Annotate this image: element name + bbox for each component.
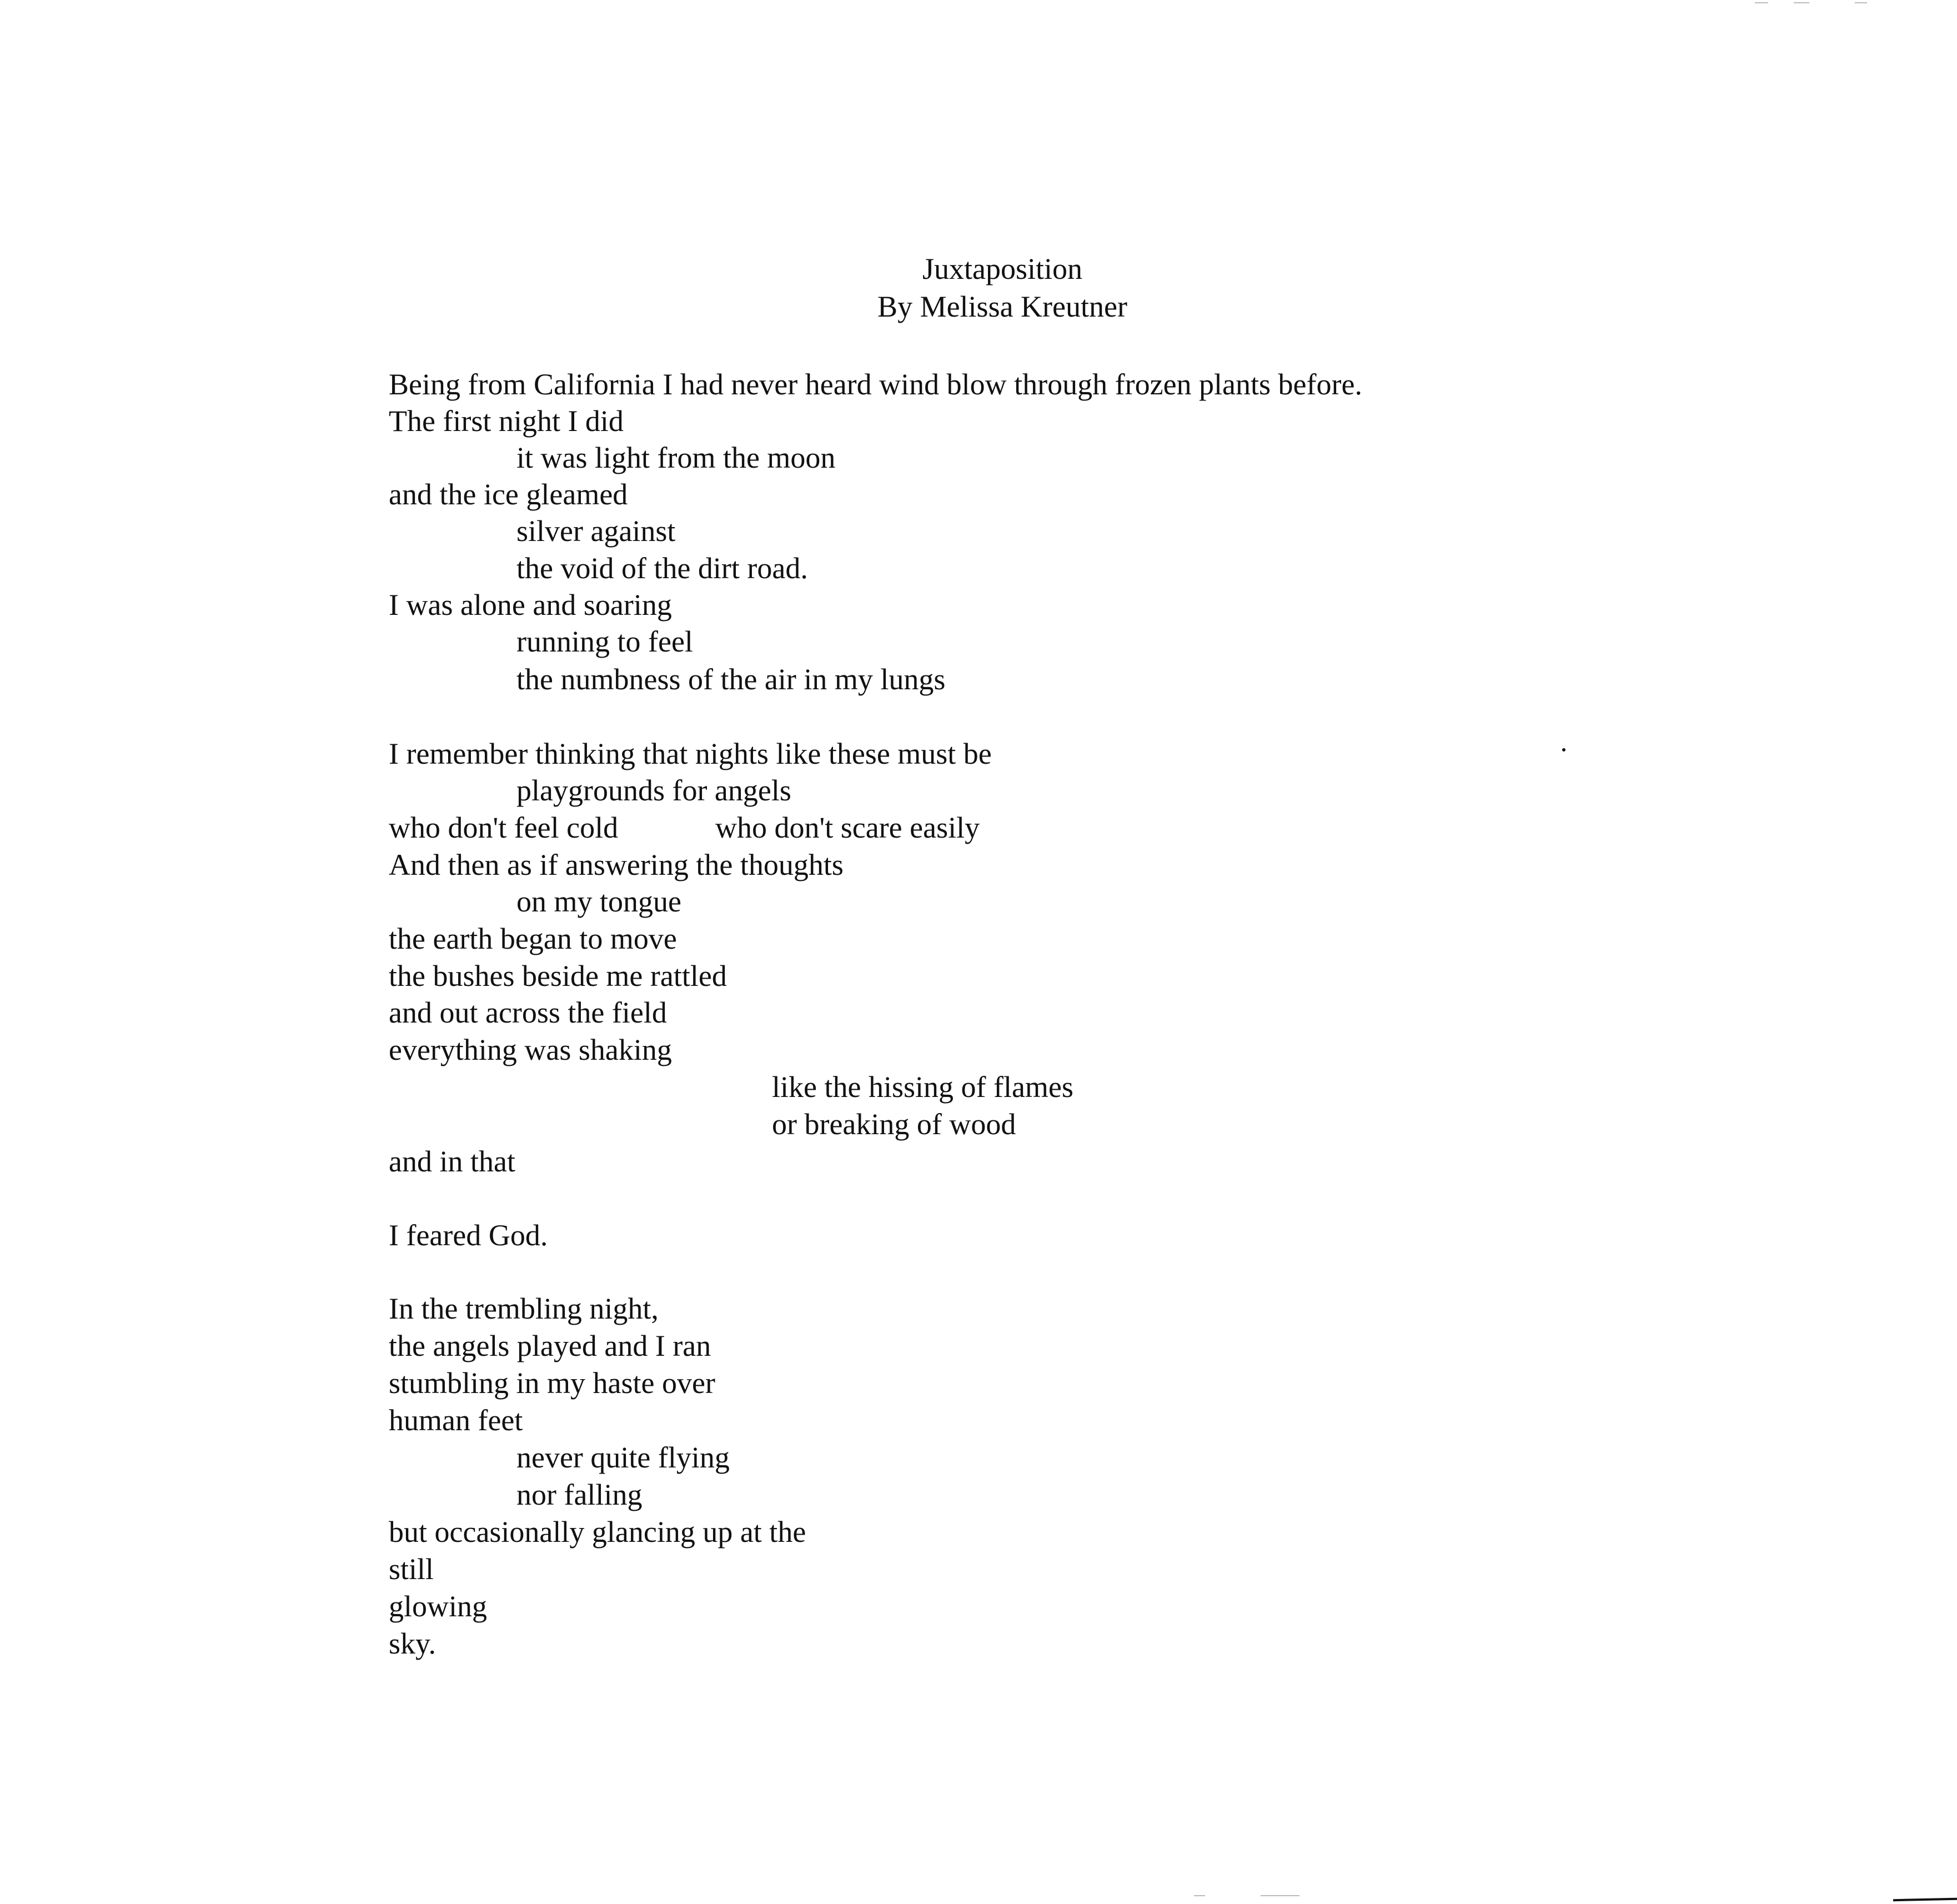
poem-line: the numbness of the air in my lungs [516, 663, 946, 696]
poem-line: like the hissing of flames [772, 1070, 1073, 1104]
poem-line: And then as if answering the thoughts [389, 848, 844, 881]
poem-line: I was alone and soaring [389, 588, 672, 622]
poem-line: nor falling [516, 1478, 643, 1511]
poem-line: Being from California I had never heard wind blow through frozen plants before. [389, 368, 1362, 401]
poem-line: and out across the field [389, 996, 667, 1029]
scan-edge-mark [1794, 2, 1809, 3]
poem-line: who don't feel cold [389, 811, 619, 844]
poem-line: The first night I did [389, 404, 624, 438]
poem-title: Juxtaposition [922, 252, 1082, 285]
poem-line: and the ice gleamed [389, 478, 628, 511]
poem-line: the void of the dirt road. [516, 552, 808, 585]
poem-line: silver against [516, 514, 676, 548]
poem-line: In the trembling night, [389, 1292, 659, 1325]
poem-line: everything was shaking [389, 1033, 672, 1066]
scan-edge-mark [1855, 2, 1867, 3]
poem-line: on my tongue [516, 885, 681, 918]
poem-line: the angels played and I ran [389, 1329, 711, 1362]
scan-speck [1562, 748, 1565, 751]
scan-edge-mark [1261, 1895, 1299, 1896]
poem-line: who don't scare easily [715, 811, 980, 844]
poem-line: I remember thinking that nights like these must be [389, 737, 992, 770]
poem-line: playgrounds for angels [516, 774, 791, 807]
poem-line: never quite flying [516, 1441, 730, 1474]
poem-line: glowing [389, 1590, 488, 1623]
poem-line: and in that [389, 1145, 515, 1178]
poem-line: sky. [389, 1627, 436, 1660]
poem-line: human feet [389, 1404, 523, 1437]
poem-line: the earth began to move [389, 922, 677, 955]
poem-line: I feared God. [389, 1219, 548, 1252]
poem-line: but occasionally glancing up at the [389, 1515, 806, 1549]
poem-line: the bushes beside me rattled [389, 959, 727, 993]
poem-line: running to feel [516, 625, 693, 658]
poem-line: it was light from the moon [516, 441, 836, 474]
poem-line: stumbling in my haste over [389, 1366, 715, 1400]
scan-edge-mark [1194, 1895, 1205, 1896]
poem-line: still [389, 1552, 434, 1586]
poem-author: By Melissa Kreutner [877, 290, 1127, 323]
scan-edge-mark [1755, 2, 1768, 3]
poem-line: or breaking of wood [772, 1108, 1016, 1141]
